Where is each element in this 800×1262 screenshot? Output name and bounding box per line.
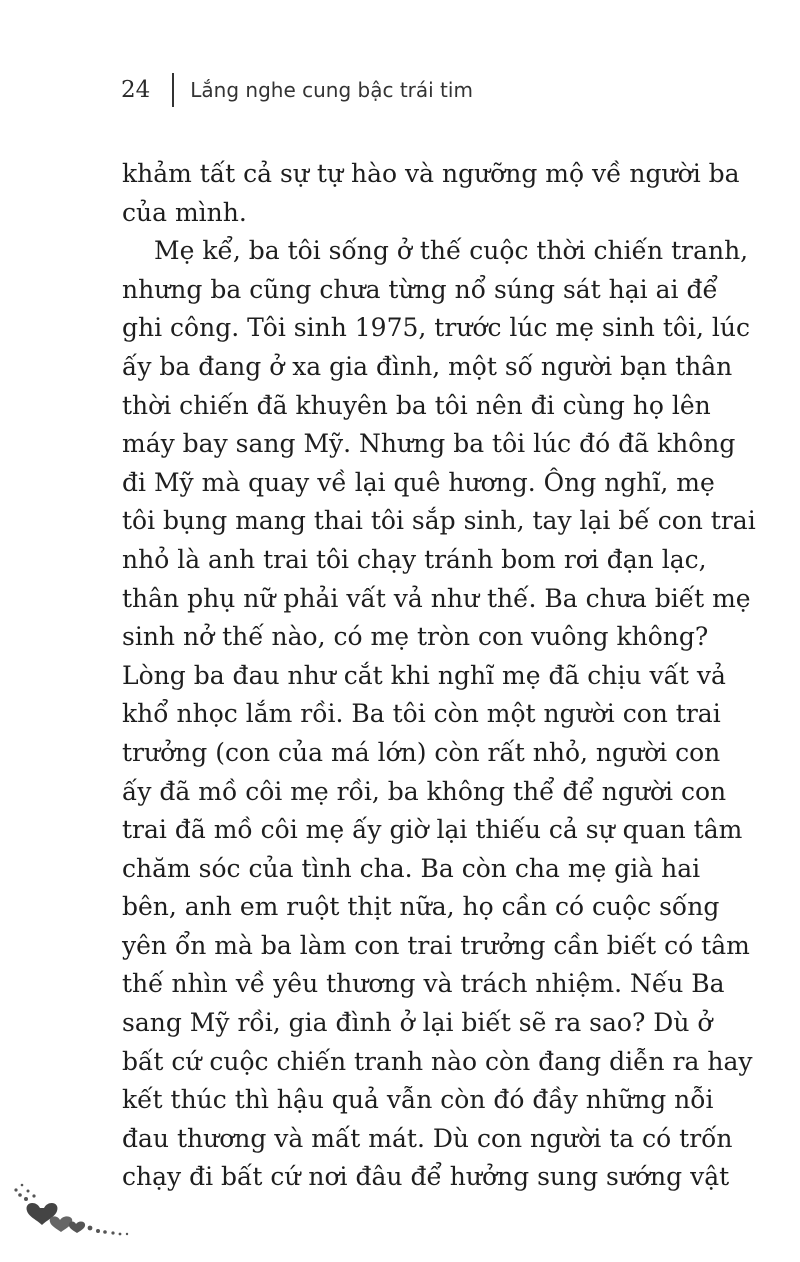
header-divider: [172, 73, 174, 107]
text-line: chăm sóc của tình cha. Ba còn cha mẹ già hai: [122, 853, 701, 883]
hearts-ornament-icon: [10, 1168, 140, 1258]
running-title: Lắng nghe cung bậc trái tim: [190, 78, 473, 102]
text-line: của mình.: [122, 197, 247, 227]
text-line: trưởng (con của má lớn) còn rất nhỏ, người con: [122, 737, 721, 767]
text-line: đi Mỹ mà quay về lại quê hương. Ông nghĩ, mẹ: [122, 467, 715, 497]
page-number: 24: [121, 77, 151, 103]
page-header: [121, 70, 473, 110]
text-line: tôi bụng mang thai tôi sắp sinh, tay lại bế con trai: [122, 506, 756, 536]
text-line: bên, anh em ruột thịt nữa, họ cần có cuộc sống: [122, 892, 720, 922]
text-line: trai đã mồ côi mẹ ấy giờ lại thiếu cả sự quan tâm: [122, 815, 743, 845]
text-line: Lòng ba đau như cắt khi nghĩ mẹ đã chịu vất vả: [122, 660, 726, 690]
text-line: máy bay sang Mỹ. Nhưng ba tôi lúc đó đã không: [122, 429, 736, 459]
text-line: sang Mỹ rồi, gia đình ở lại biết sẽ ra sao? Dù ở: [122, 1008, 713, 1038]
text-line: thân phụ nữ phải vất vả như thế. Ba chưa biết mẹ: [122, 583, 751, 613]
text-line: bất cứ cuộc chiến tranh nào còn đang diễn ra hay: [122, 1046, 753, 1076]
text-line: ghi công. Tôi sinh 1975, trước lúc mẹ sinh tôi, lúc: [122, 313, 750, 343]
text-line: chạy đi bất cứ nơi đâu để hưởng sung sướng vật: [122, 1162, 730, 1192]
text-line: kết thúc thì hậu quả vẫn còn đó đầy những nỗi: [122, 1085, 714, 1115]
body-text: [122, 155, 756, 1197]
text-line: nhưng ba cũng chưa từng nổ súng sát hại ai để: [122, 274, 718, 304]
text-line: thời chiến đã khuyên ba tôi nên đi cùng họ lên: [122, 390, 711, 420]
text-line: yên ổn mà ba làm con trai trưởng cần biết có tâm: [122, 930, 750, 960]
text-line: thế nhìn về yêu thương và trách nhiệm. Nếu Ba: [122, 969, 725, 999]
text-line: nhỏ là anh trai tôi chạy tránh bom rơi đạn lạc,: [122, 544, 707, 574]
text-line: khảm tất cả sự tự hào và ngưỡng mộ về người ba: [122, 159, 740, 188]
text-line: ấy ba đang ở xa gia đình, một số người bạn thân: [122, 351, 733, 381]
text-line: Mẹ kể, ba tôi sống ở thế cuộc thời chiến tranh,: [154, 236, 749, 266]
text-line: ấy đã mồ côi mẹ rồi, ba không thể để người con: [122, 776, 727, 806]
text-line: sinh nở thế nào, có mẹ tròn con vuông không?: [122, 622, 709, 652]
text-line: khổ nhọc lắm rồi. Ba tôi còn một người con trai: [122, 699, 721, 729]
text-line: đau thương và mất mát. Dù con người ta có trốn: [122, 1123, 733, 1153]
